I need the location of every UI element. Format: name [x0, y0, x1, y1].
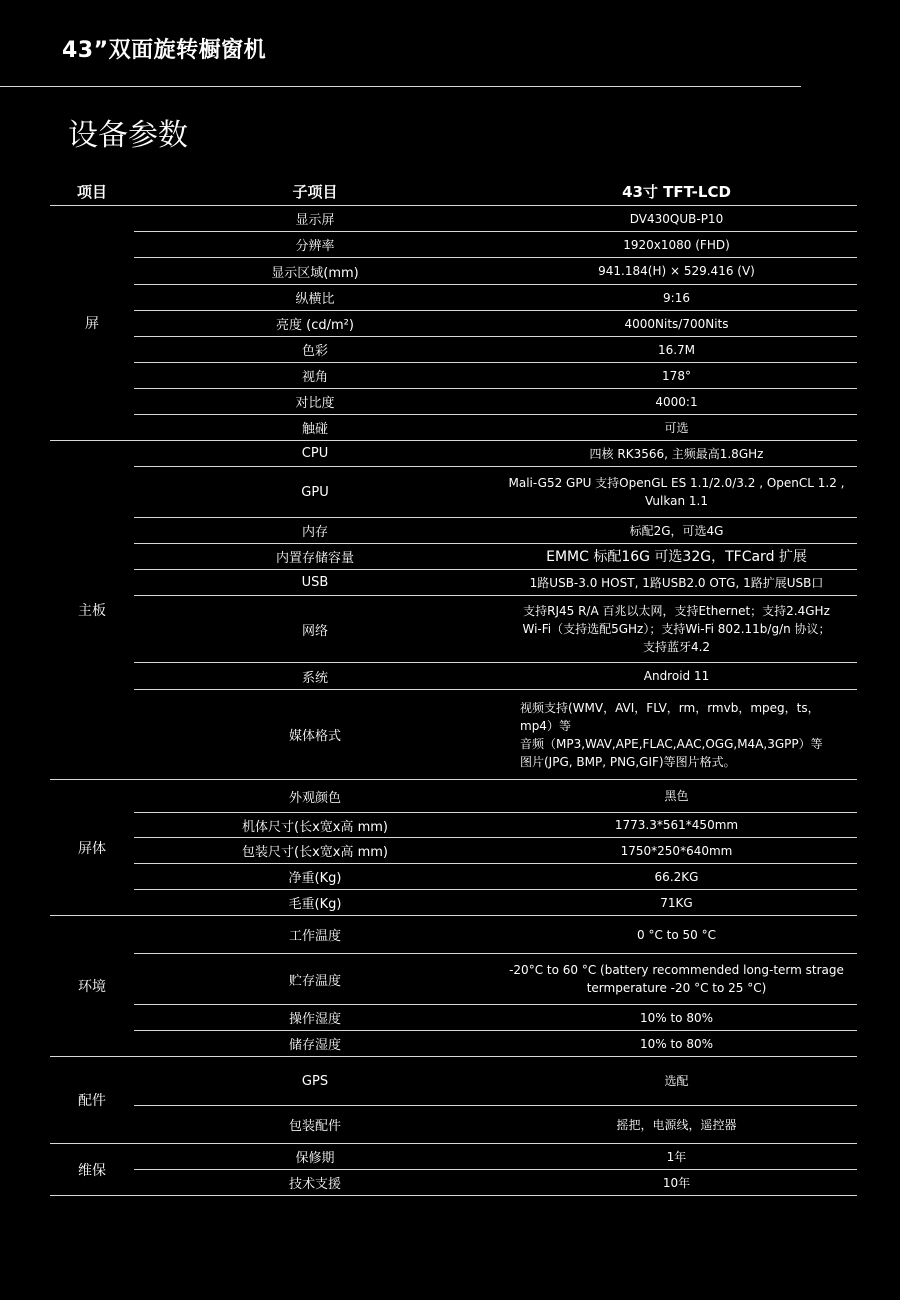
table-row [134, 389, 857, 415]
subitem-label: 机体尺寸(长x宽x高 mm) [242, 819, 388, 835]
subitem-label: 触碰 [301, 422, 328, 437]
spec-value-line: 1920x1080 (FHD) [623, 237, 730, 252]
subitem-label: 显示区域(mm) [271, 265, 359, 281]
column-header-item: 项目 [76, 183, 107, 201]
spec-value-line: Mali-G52 GPU 支持OpenGL ES 1.1/2.0/3.2 , OpenCL 1.2 , [508, 476, 845, 490]
table-row [134, 813, 857, 838]
subitem-label: 操作湿度 [288, 1012, 341, 1027]
column-header-subitem: 子项目 [292, 183, 338, 201]
spec-value-line: 178° [662, 368, 691, 383]
subitem-label: 色彩 [301, 344, 328, 359]
table-row [134, 206, 857, 232]
subitem-label: 技术支援 [288, 1177, 341, 1192]
table-row [134, 258, 857, 285]
table-row [134, 1005, 857, 1031]
spec-value-line: 支持蓝牙4.2 [642, 640, 711, 654]
spec-value [496, 787, 857, 805]
spec-value [496, 474, 857, 510]
subitem-label: 亮度 (cd/m²) [276, 318, 354, 333]
spec-value-line: 四核 RK3566, 主频最高1.8GHz [589, 446, 764, 461]
spec-value [496, 961, 857, 997]
table-row [134, 311, 857, 337]
spec-value [496, 1035, 857, 1053]
subitem-label: CPU [301, 446, 329, 461]
table-row [134, 1144, 857, 1170]
group-category: 屏体 [78, 840, 106, 857]
subitem-label: 网络 [301, 623, 328, 639]
doc-title: 43”双面旋转橱窗机 [62, 38, 267, 63]
spec-value-line: Vulkan 1.1 [645, 494, 708, 508]
subitem-label: GPS [301, 1073, 329, 1089]
table-row [134, 663, 857, 690]
spec-value [496, 602, 857, 656]
spec-value-line: 1773.3*561*450mm [614, 818, 739, 832]
spec-value [496, 1148, 857, 1166]
spec-value [496, 341, 857, 359]
spec-value-line: 4000Nits/700Nits [624, 316, 729, 331]
spec-group [50, 780, 857, 916]
spec-value-line: 4000:1 [655, 394, 698, 409]
spec-value [496, 574, 857, 592]
spec-value-line: 可选 [664, 420, 689, 435]
spec-group [50, 916, 857, 1057]
table-row [134, 838, 857, 864]
spec-value-line: Wi-Fi（支持选配5GHz）；支持Wi-Fi 802.11b/g/n 协议； [522, 622, 831, 636]
subitem-label: 净重(Kg) [288, 871, 342, 886]
table-row [134, 518, 857, 544]
spec-value-line: 1年 [666, 1149, 687, 1164]
subitem-label: 外观颜色 [288, 790, 341, 806]
spec-value-line: 标配2G，可选4G [629, 523, 724, 538]
spec-value [496, 1116, 857, 1134]
subitem-label: 媒体格式 [288, 729, 341, 744]
table-row [134, 441, 857, 467]
group-category: 维保 [78, 1162, 106, 1179]
spec-value [496, 894, 857, 912]
spec-value [496, 868, 857, 886]
subitem-label: 包装尺寸(长x宽x高 mm) [242, 845, 388, 860]
spec-value [496, 926, 857, 944]
spec-value [496, 393, 857, 411]
table-row [134, 337, 857, 363]
title-divider [0, 86, 801, 87]
table-row [134, 1106, 857, 1143]
group-category: 主板 [78, 603, 106, 619]
spec-value-line: 941.184(H) × 529.416 (V) [598, 264, 755, 278]
spec-value [496, 699, 857, 771]
spec-value-line: 71KG [660, 895, 693, 910]
spec-value-line: 视频支持(WMV，AVI，FLV，rm，rmvb，mpeg，ts， [520, 700, 820, 715]
spec-value-line: 摇把，电源线，遥控器 [616, 1117, 737, 1132]
spec-value [496, 419, 857, 437]
spec-value [496, 1072, 857, 1090]
table-row [134, 363, 857, 389]
table-row [134, 916, 857, 954]
table-row [134, 570, 857, 596]
table-row [134, 1170, 857, 1195]
spec-value-line: mp4）等 [520, 718, 571, 733]
table-header [50, 177, 857, 206]
spec-value [496, 289, 857, 307]
spec-value [496, 548, 857, 566]
subitem-label: 工作温度 [288, 929, 341, 944]
subitem-label: 纵横比 [295, 292, 335, 307]
spec-value [496, 816, 857, 834]
spec-value-line: 10年 [662, 1175, 691, 1190]
spec-value-line: 1路USB-3.0 HOST, 1路USB2.0 OTG, 1路扩展USB口 [529, 575, 824, 590]
subitem-label: 内置存储容量 [275, 551, 354, 566]
subitem-label: 系统 [301, 670, 328, 686]
spec-value [496, 842, 857, 860]
spec-value [496, 1009, 857, 1027]
spec-value [496, 1174, 857, 1192]
table-row [134, 467, 857, 518]
spec-value [496, 315, 857, 333]
spec-value-line: Android 11 [643, 669, 710, 683]
spec-value-line: EMMC 标配16G 可选32G，TFCard 扩展 [546, 548, 807, 565]
spec-value [496, 445, 857, 463]
group-category: 配件 [78, 1093, 106, 1109]
spec-table [50, 177, 857, 1196]
spec-value [496, 210, 857, 228]
table-row [134, 596, 857, 663]
subitem-label: 分辨率 [295, 239, 335, 254]
spec-value-line: termperature -20 °C to 25 °C) [586, 981, 767, 995]
group-category: 环境 [78, 979, 106, 995]
spec-value-line: 图片(JPG, BMP, PNG,GIF)等图片格式。 [520, 754, 736, 769]
spec-value [496, 262, 857, 280]
spec-value-line: 16.7M [657, 342, 696, 357]
spec-value [496, 667, 857, 685]
spec-value-line: -20°C to 60 °C (battery recommended long-term strage [509, 963, 844, 977]
spec-value-line: 9:16 [663, 290, 690, 305]
spec-group [50, 1144, 857, 1196]
spec-group [50, 206, 857, 441]
subitem-label: 视角 [301, 370, 328, 385]
table-row [134, 864, 857, 890]
spec-value-line: 10% to 80% [639, 1036, 714, 1051]
spec-value-line: 66.2KG [654, 869, 699, 884]
spec-value-line: 黑色 [664, 789, 689, 803]
subitem-label: 贮存温度 [288, 973, 341, 989]
spec-group [50, 441, 857, 780]
column-header-value: 43寸 TFT-LCD [622, 183, 731, 201]
spec-group [50, 1057, 857, 1144]
spec-value-line: 0 °C to 50 °C [637, 927, 716, 942]
spec-value-line: 10% to 80% [639, 1010, 714, 1025]
table-row [134, 780, 857, 813]
subitem-label: 内存 [301, 525, 328, 540]
subitem-label: 储存湿度 [288, 1038, 341, 1053]
subitem-label: 毛重(Kg) [288, 897, 342, 912]
spec-value-line: 选配 [664, 1074, 689, 1088]
subitem-label: GPU [301, 484, 329, 500]
subitem-label: 对比度 [295, 396, 335, 411]
table-row [134, 690, 857, 779]
spec-value [496, 522, 857, 540]
subitem-label: 包装配件 [288, 1119, 341, 1134]
subitem-label: USB [301, 575, 329, 590]
table-row [134, 890, 857, 915]
table-row [134, 1057, 857, 1106]
table-row [134, 954, 857, 1005]
table-row [134, 285, 857, 311]
table-row [134, 415, 857, 440]
spec-value-line: 支持RJ45 R/A 百兆以太网，支持Ethernet；支持2.4GHz [523, 604, 830, 618]
subitem-label: 显示屏 [295, 213, 335, 228]
spec-value [496, 367, 857, 385]
spec-value-line: 音频（MP3,WAV,APE,FLAC,AAC,OGG,M4A,3GPP）等 [520, 736, 823, 751]
subitem-label: 保修期 [295, 1151, 335, 1166]
table-row [134, 544, 857, 570]
group-category: 屏 [85, 316, 99, 332]
spec-value-line: 1750*250*640mm [620, 843, 733, 858]
spec-value [496, 236, 857, 254]
spec-value-line: DV430QUB-P10 [629, 211, 724, 226]
table-row [134, 1031, 857, 1056]
section-title: 设备参数 [68, 118, 188, 153]
table-row [134, 232, 857, 258]
